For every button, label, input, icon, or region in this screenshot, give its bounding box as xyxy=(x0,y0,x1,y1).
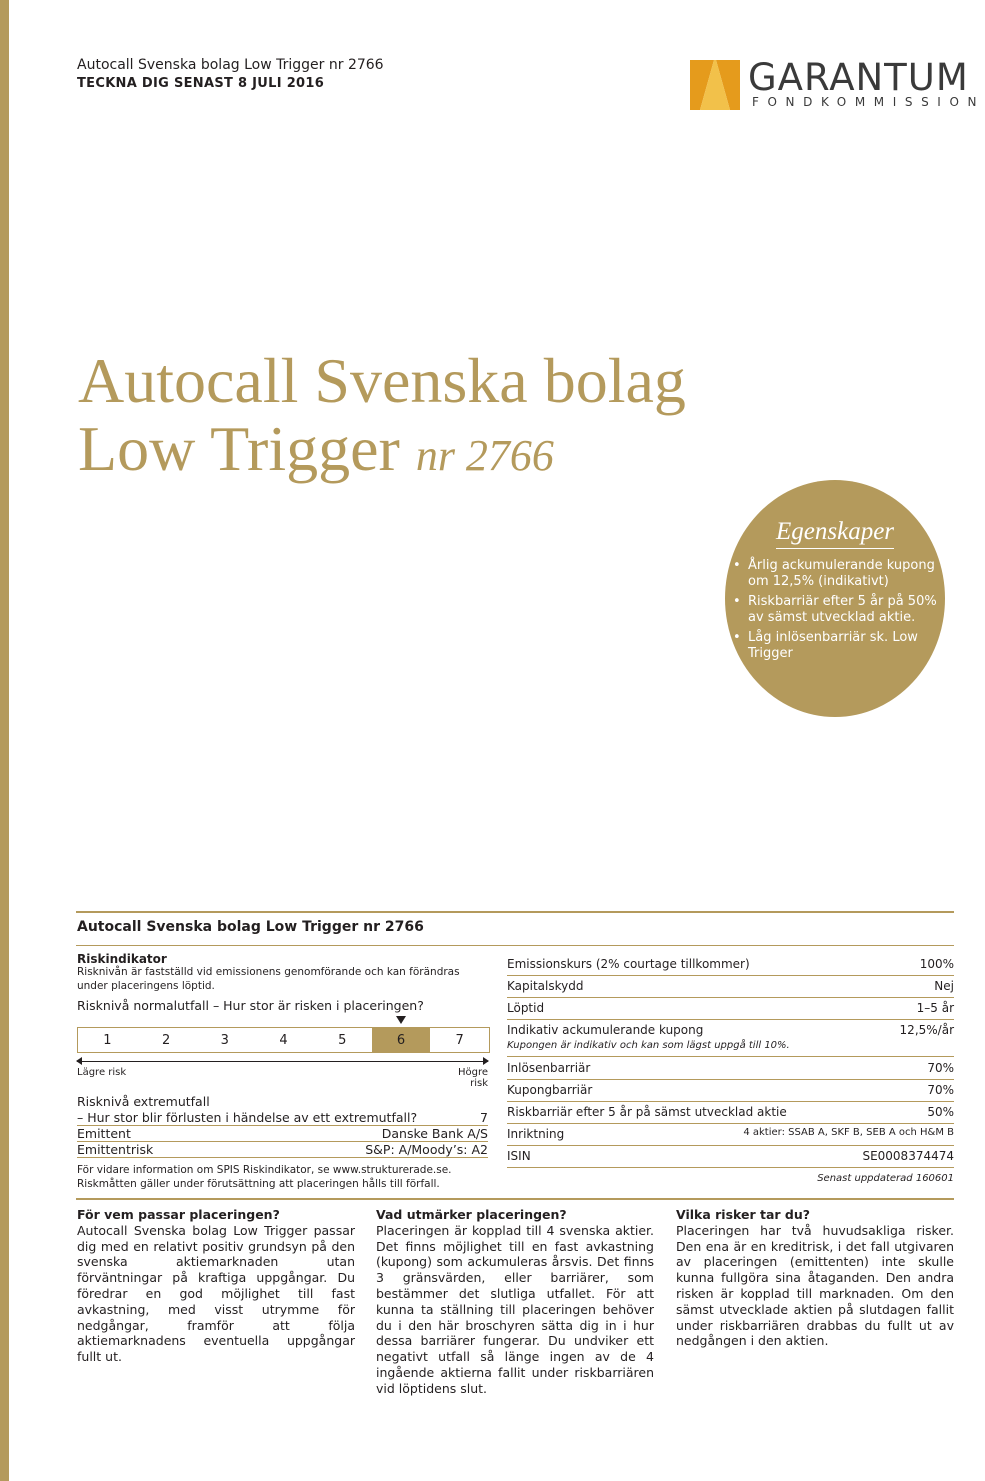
fact-row xyxy=(507,1149,954,1163)
fact-value: 70% xyxy=(927,1083,954,1097)
summary-title: Autocall Svenska bolag Low Trigger nr 2766 xyxy=(77,919,424,935)
fact-value: Nej xyxy=(934,979,954,993)
higher-risk-label: Högre risk xyxy=(457,1067,488,1089)
fact-label: Kupongbarriär xyxy=(507,1083,593,1097)
fact-label: Inlösenbarriär xyxy=(507,1061,591,1075)
risk-level-6: 6 xyxy=(372,1028,431,1052)
title-line-1: Autocall Svenska bolag xyxy=(78,345,686,416)
divider xyxy=(507,1079,954,1080)
column-heading: För vem passar placeringen? xyxy=(77,1207,280,1222)
issuer-label: Emittent xyxy=(77,1126,131,1141)
issuer-row xyxy=(77,1126,488,1141)
logo-mark-icon xyxy=(690,60,740,110)
column-heading: Vad utmärker placeringen? xyxy=(376,1207,567,1222)
title-line-2 xyxy=(78,415,686,490)
fact-label: Indikativ ackumulerande kupong xyxy=(507,1023,704,1037)
fact-value: 100% xyxy=(919,957,954,971)
extreme-question: – Hur stor blir förlusten i händelse av ett extremutfall? xyxy=(77,1110,418,1125)
column-features xyxy=(376,1207,654,1397)
risk-level-4: 4 xyxy=(279,1032,288,1048)
issuer-value: Danske Bank A/S xyxy=(381,1126,488,1141)
fact-label: Inriktning xyxy=(507,1127,565,1141)
feature-item: • Årlig ackumulerande kupong om 12,5% (indikativt) xyxy=(733,558,943,590)
fact-row xyxy=(507,1061,954,1075)
issuer-risk-value: S&P: A/Moody’s: A2 xyxy=(365,1142,488,1157)
logo-wordmark: GARANTUM xyxy=(748,56,969,99)
fact-row xyxy=(507,957,954,971)
risk-description: Risknivån är fastställd vid emissionens genomförande och kan förändras under placeringens löptid. xyxy=(77,966,460,992)
fact-label: Riskbarriär efter 5 år på sämst utvecklad aktie xyxy=(507,1105,787,1119)
fact-row xyxy=(507,1127,954,1141)
divider xyxy=(507,1019,954,1020)
extreme-value: 7 xyxy=(480,1110,488,1125)
risk-level-3: 3 xyxy=(220,1032,229,1048)
last-updated: Senast uppdaterad 160601 xyxy=(817,1173,954,1184)
fact-row xyxy=(507,1083,954,1097)
risk-level-2: 2 xyxy=(161,1032,171,1048)
risk-heading: Riskindikator xyxy=(77,952,167,966)
fact-value: SE0008374474 xyxy=(862,1149,954,1163)
column-heading: Vilka risker tar du? xyxy=(676,1207,811,1222)
fact-label: ISIN xyxy=(507,1149,531,1163)
risk-direction-arrow xyxy=(77,1061,488,1062)
divider xyxy=(507,1145,954,1146)
header-product-line: Autocall Svenska bolag Low Trigger nr 2766 xyxy=(77,57,384,73)
risk-scale xyxy=(77,1027,490,1053)
risk-marker-icon xyxy=(396,1016,406,1024)
fact-row xyxy=(507,979,954,993)
left-accent-bar xyxy=(0,0,9,1481)
fact-value: 1–5 år xyxy=(916,1001,954,1015)
summary-top-rule xyxy=(76,911,954,913)
column-text: Placeringen har två huvudsakliga risker. Den ena är en kreditrisk, i det fall utgivaren av placeringen (emittenten) inte skulle kunna fullgöra sina åtaganden. Den andra risken är kopplad till marknaden. Om den sämst utvecklade aktien på slutdagen fallit under riskbarriären drabbas du fullt ut av nedgången i den aktien. xyxy=(676,1222,954,1349)
divider xyxy=(507,1056,954,1057)
feature-item: • Riskbarriär efter 5 år på 50% av sämst utvecklad aktie. xyxy=(733,594,943,626)
column-risks xyxy=(676,1207,954,1349)
garantum-logo xyxy=(690,56,985,110)
extreme-label: Risknivå extremutfall xyxy=(77,1094,210,1109)
risk-normal-label: Risknivå normalutfall – Hur stor är risken i placeringen? xyxy=(77,998,424,1013)
divider xyxy=(77,1157,488,1158)
feature-item: • Låg inlösenbarriär sk. Low Trigger xyxy=(733,630,943,662)
column-text: Placeringen är kopplad till 4 svenska aktier. Det finns möjlighet till en fast avkastning (kupong) som ackumuleras årsvis. Det finns 3 gränsvärden, eller barriärer, som bestämmer det slutliga utfallet. För att kunna ta ställning till placeringen behöver du i den här broschyren sätta dig in i hur dessa barriärer fungerar. Du undviker ett negativt utfall så länge ingen av de 4 ingående aktierna fallit under riskbarriären vid löptidens slut. xyxy=(376,1222,654,1396)
fact-label: Emissionskurs (2% courtage tillkommer) xyxy=(507,957,750,971)
fact-value: 12,5%/år xyxy=(899,1023,954,1037)
fact-value: 70% xyxy=(927,1061,954,1075)
features-title: Egenskaper xyxy=(776,518,894,549)
title-number: nr 2766 xyxy=(415,431,554,480)
more-info-text: För vidare information om SPIS Riskindikator, se www.strukturerade.se. Riskmåtten gäller under förutsättning att placeringen hålls till förfall. xyxy=(77,1164,452,1190)
logo-subtitle: FONDKOMMISSION xyxy=(752,95,985,109)
divider xyxy=(507,1101,954,1102)
issuer-risk-label: Emittentrisk xyxy=(77,1142,154,1157)
column-text: Autocall Svenska bolag Low Trigger passar dig med en relativt positiv grundsyn på den svenska aktiemarknaden utan förväntningar på kraftiga uppgångar. Du föredrar en god möjlighet till fast avkastning, med visst utrymme för nedgångar, framför att följa aktiemarknadens eventuella uppgångar fullt ut. xyxy=(77,1222,355,1365)
risk-level-7: 7 xyxy=(455,1032,464,1048)
divider xyxy=(507,1167,954,1168)
issuer-risk-row xyxy=(77,1142,488,1157)
page-title xyxy=(78,347,686,490)
title-line-2-main: Low Trigger xyxy=(78,413,416,484)
extreme-row xyxy=(77,1110,488,1125)
summary-title-rule xyxy=(76,945,954,946)
divider xyxy=(507,1123,954,1124)
coupon-note: Kupongen är indikativ och kan som lägst uppgå till 10%. xyxy=(507,1040,790,1051)
summary-bottom-rule xyxy=(76,1198,954,1200)
fact-value: 4 aktier: SSAB A, SKF B, SEB A och H&M B xyxy=(743,1127,954,1138)
fact-row xyxy=(507,1023,954,1037)
fact-row xyxy=(507,1001,954,1015)
divider xyxy=(507,997,954,998)
divider xyxy=(507,975,954,976)
column-who xyxy=(77,1207,355,1365)
fact-label: Kapitalskydd xyxy=(507,979,584,993)
features-list xyxy=(733,558,943,666)
fact-row xyxy=(507,1105,954,1119)
header-deadline: TECKNA DIG SENAST 8 JULI 2016 xyxy=(77,76,325,91)
fact-value: 50% xyxy=(927,1105,954,1119)
risk-level-5: 5 xyxy=(338,1032,347,1048)
lower-risk-label: Lägre risk xyxy=(77,1067,127,1078)
risk-level-1: 1 xyxy=(103,1032,112,1048)
fact-label: Löptid xyxy=(507,1001,545,1015)
